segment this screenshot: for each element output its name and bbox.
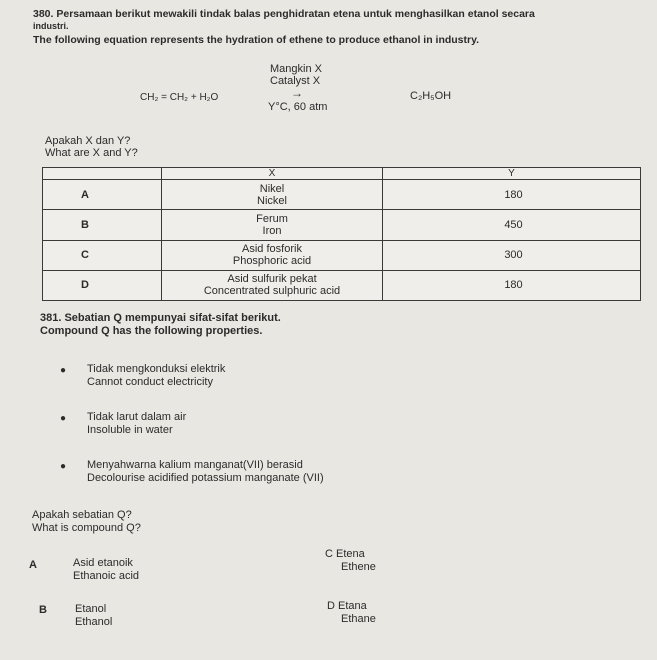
question-380-malay: 380. Persamaan berikut mewakili tindak balas penghidratan etena untuk menghasilkan etanol secara [33, 8, 535, 20]
question-381-text [40, 312, 281, 338]
catalyst-malay-name: Nikel [259, 182, 285, 195]
choice-letter: C [325, 548, 333, 560]
catalyst-malay-name: Asid fosforik [242, 243, 302, 256]
choice-malay: Etana [338, 600, 367, 612]
reaction-conditions: Y°C, 60 atm [268, 101, 328, 113]
property-item [87, 411, 186, 437]
bullet-icon: ● [60, 461, 67, 472]
choice-malay: Etena [336, 548, 365, 560]
choice-malay: Etanol [75, 603, 107, 615]
property-english: Cannot conduct electricity [87, 376, 213, 388]
catalyst-malay-name: Asid sulfurik pekat [227, 273, 317, 286]
property-item [87, 363, 225, 389]
question-381-english: Compound Q has the following properties. [40, 325, 263, 337]
temperature-cell: 450 [383, 210, 641, 240]
table-header-x: X [162, 168, 383, 180]
question-380-english: The following equation represents the hydration of ethene to produce ethanol in industry. [33, 34, 480, 46]
option-letter: C [43, 240, 162, 270]
option-letter: A [43, 180, 162, 210]
option-letter: B [43, 210, 162, 240]
choice-option[interactable] [75, 603, 112, 629]
catalyst-cell [162, 240, 383, 270]
option-letter: D [43, 270, 162, 300]
bullet-icon: ● [60, 365, 67, 376]
property-english: Decolourise acidified potassium manganate (VII) [87, 472, 324, 484]
temperature-cell: 180 [383, 180, 641, 210]
choice-option[interactable] [327, 600, 376, 626]
catalyst-cell [162, 180, 383, 210]
choice-malay: Asid etanoik [73, 557, 133, 569]
choice-option[interactable] [325, 548, 376, 574]
question-381-ask-malay: Apakah sebatian Q? [32, 509, 132, 521]
table-header-row [43, 168, 641, 180]
equation-product: C₂H₅OH [410, 90, 452, 102]
property-malay: Tidak larut dalam air [87, 411, 187, 423]
property-malay: Tidak mengkonduksi elektrik [87, 363, 226, 375]
catalyst-english-name: Nickel [257, 194, 287, 207]
question-380-text [33, 8, 535, 46]
question-381-ask-english: What is compound Q? [32, 522, 141, 534]
choice-letter: D [327, 600, 335, 612]
question-380-malay-cont: industri. [33, 21, 69, 31]
catalyst-malay-name: Ferum [256, 212, 288, 225]
choice-english: Ethanoic acid [73, 570, 140, 582]
question-380-ask-english: What are X and Y? [45, 147, 138, 159]
equation-reactants: CH₂ = CH₂ + H₂O [140, 92, 219, 103]
catalyst-cell [162, 270, 383, 300]
catalyst-english-name: Phosphoric acid [232, 255, 312, 268]
temperature-cell: 180 [383, 270, 641, 300]
property-malay: Menyahwarna kalium manganat(VII) berasid [87, 459, 303, 471]
choice-english: Ethene [341, 561, 376, 573]
question-381-malay: 381. Sebatian Q mempunyai sifat-sifat berikut. [40, 312, 281, 324]
choice-letter[interactable]: B [39, 604, 47, 616]
property-item [87, 459, 324, 485]
property-english: Insoluble in water [87, 424, 173, 436]
choice-option[interactable] [73, 557, 139, 583]
table-header-option [43, 168, 162, 180]
table-row [43, 270, 641, 300]
table-row [43, 240, 641, 270]
choice-letter[interactable]: A [29, 559, 37, 571]
reaction-arrow: → [291, 86, 303, 100]
table-header-y: Y [383, 168, 641, 180]
bullet-icon: ● [60, 413, 67, 424]
catalyst-cell [162, 210, 383, 240]
catalyst-english-name: Concentrated sulphuric acid [203, 285, 341, 298]
choice-english: Ethanol [75, 616, 113, 628]
question-380-ask-malay: Apakah X dan Y? [45, 135, 131, 147]
choice-english: Ethane [341, 613, 376, 625]
table-row [43, 210, 641, 240]
answer-table [42, 167, 641, 301]
catalyst-english: Catalyst X [270, 75, 321, 87]
table-row [43, 180, 641, 210]
catalyst-malay: Mangkin X [270, 63, 322, 75]
catalyst-english-name: Iron [262, 224, 282, 237]
temperature-cell: 300 [383, 240, 641, 270]
